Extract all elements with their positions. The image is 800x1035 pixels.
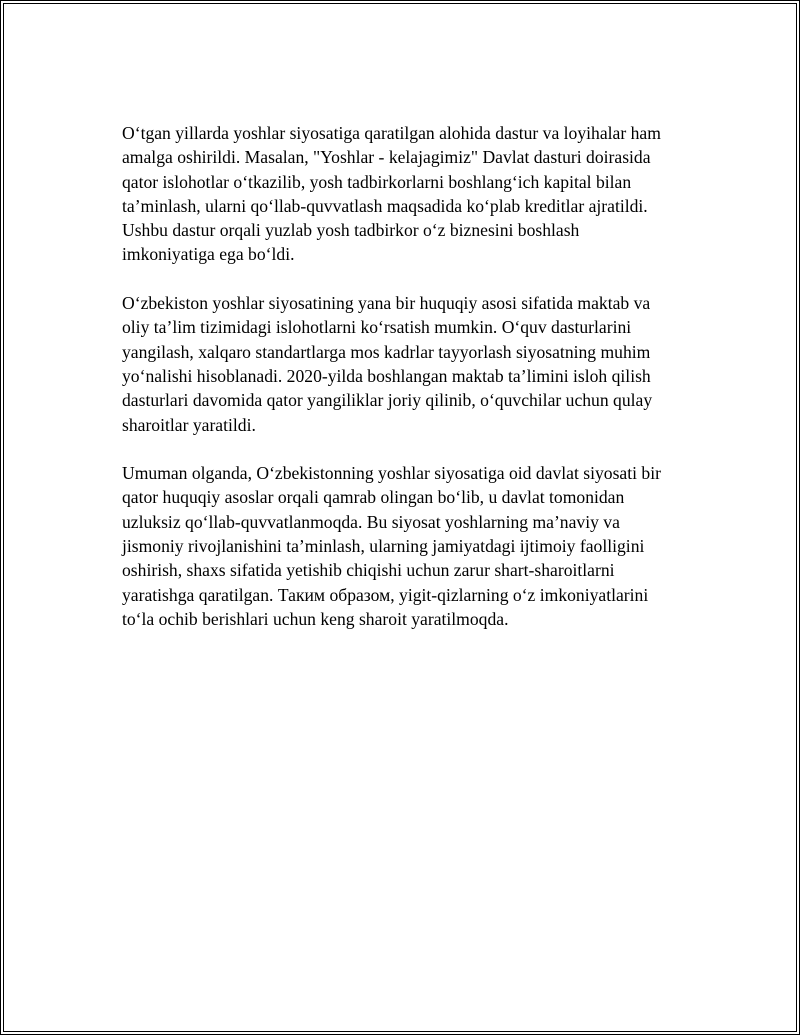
paragraph-conclusion: Umuman olganda, O‘zbekistonning yoshlar siyosatiga oid davlat siyosati bir qator huquqiy asoslar orqali qamrab olingan bo‘lib, u davlat tomonidan uzluksiz qo‘llab-quvvatlanmoqda. Bu siyosat yoshlarning ma’naviy va jismoniy rivojlanishini ta’minlash, ularning jamiyatdagi ijtimoiy faolligini oshirish, shaxs sifatida yetishib chiqishi uchun zarur shart-sharoitlarni yaratishga qaratilgan. Таким образом, yigit-qizlarning o‘z imkoniyatlarini to‘la ochib berishlari uchun keng sharoit yaratilmoqda. bbox=[122, 463, 661, 629]
document-body bbox=[122, 121, 702, 656]
paragraph-education-reforms: O‘zbekiston yoshlar siyosatining yana bir huquqiy asosi sifatida maktab va oliy ta’lim tizimidagi islohotlarni ko‘rsatish mumkin. O‘quv dasturlarini yangilash, xalqaro standartlarga mos kadrlar tayyorlash siyosatning muhim yo‘nalishi hisoblanadi. 2020-yilda boshlangan maktab ta’limini isloh qilish dasturlari davomida qator yangiliklar joriy qilinib, o‘quvchilar uchun qulay sharoitlar yaratildi. bbox=[122, 293, 653, 435]
paragraph-youth-programs: O‘tgan yillarda yoshlar siyosatiga qaratilgan alohida dastur va loyihalar ham amalga oshirildi. Masalan, "Yoshlar - kelajagimiz" Davlat dasturi doirasida qator islohotlar o‘tkazilib, yosh tadbirkorlarni boshlang‘ich kapital bilan ta’minlash, ularni qo‘llab-quvvatlash maqsadida ko‘plab kreditlar ajratildi. Ushbu dastur orqali yuzlab yosh tadbirkor o‘z biznesini boshlash imkoniyatiga ega bo‘ldi. bbox=[122, 123, 661, 265]
